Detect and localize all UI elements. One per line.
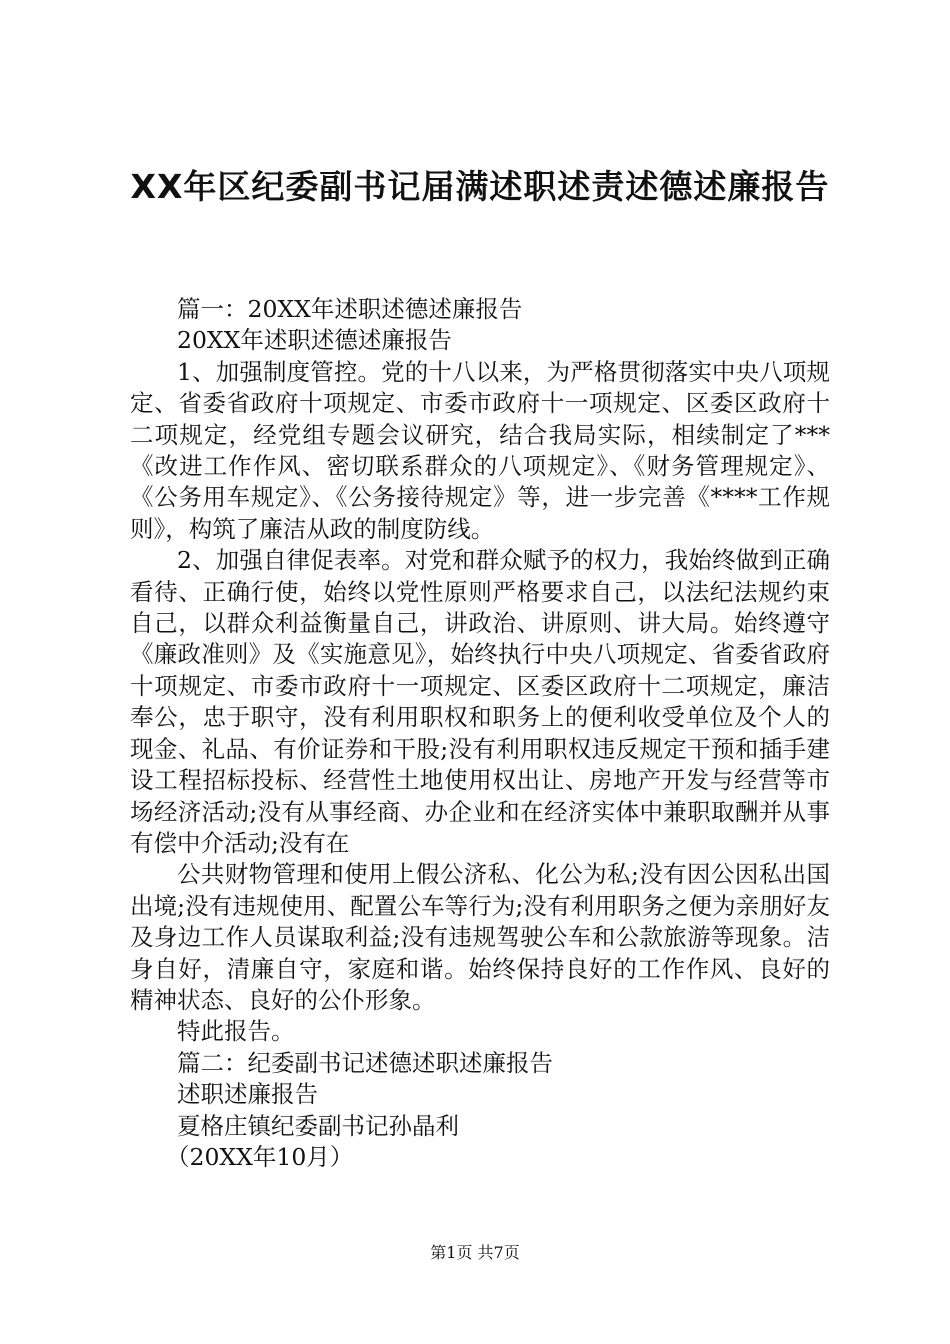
- document-body: [130, 294, 830, 1173]
- document-title: XX年区纪委副书记届满述职述责述德述廉报告: [130, 167, 830, 206]
- report-subtitle-1: 20XX年述职述德述廉报告: [177, 326, 452, 355]
- section-heading-2: 篇二：纪委副书记述德述职述廉报告: [177, 1048, 553, 1077]
- paragraph-3: 公共财物管理和使用上假公济私、化公为私;没有因公因私出国出境;没有违规使用、配置公车等行为;没有利用职务之便为亲朋好友及身边工作人员谋取利益;没有违规驾驶公车和公款旅游等现象。洁身自好，清廉自守，家庭和谐。始终保持良好的工作作风、良好的精神状态、良好的公仆形象。: [130, 860, 830, 1014]
- paragraph-1: 1、加强制度管控。党的十八以来，为严格贯彻落实中央八项规定、省委省政府十项规定、市委市政府十一项规定、区委区政府十二项规定，经党组专题会议研究，结合我局实际，相续制定了***《改进工作作风、密切联系群众的八项规定》、《财务管理规定》、《公务用车规定》、《公务接待规定》等，进一步完善《****工作规则》，构筑了廉洁从政的制度防线。: [130, 357, 830, 543]
- author-line: 夏格庄镇纪委副书记孙晶利: [177, 1111, 459, 1140]
- section-heading-1: 篇一：20XX年述职述德述廉报告: [177, 295, 523, 323]
- closing-line: 特此报告。: [177, 1017, 295, 1046]
- paragraph-2: 2、加强自律促表率。对党和群众赋予的权力，我始终做到正确看待、正确行使，始终以党性原则严格要求自己，以法纪法规约束自己，以群众利益衡量自己，讲政治、讲原则、讲大局。始终遵守《廉政准则》及《实施意见》，始终执行中央八项规定、省委省政府十项规定、市委市政府十一项规定、区委区政府十二项规定，廉洁奉公，忠于职守，没有利用职权和职务上的便利收受单位及个人的现金、礼品、有价证券和干股;没有利用职权违反规定干预和插手建设工程招标投标、经营性土地使用权出让、房地产开发与经营等市场经济活动;没有从事经商、办企业和在经济实体中兼职取酬并从事有偿中介活动;没有在: [130, 546, 830, 857]
- report-subtitle-2: 述职述廉报告: [177, 1080, 318, 1109]
- date-line: （20XX年10月）: [166, 1142, 354, 1171]
- page-number: 第1页 共7页: [430, 1243, 520, 1262]
